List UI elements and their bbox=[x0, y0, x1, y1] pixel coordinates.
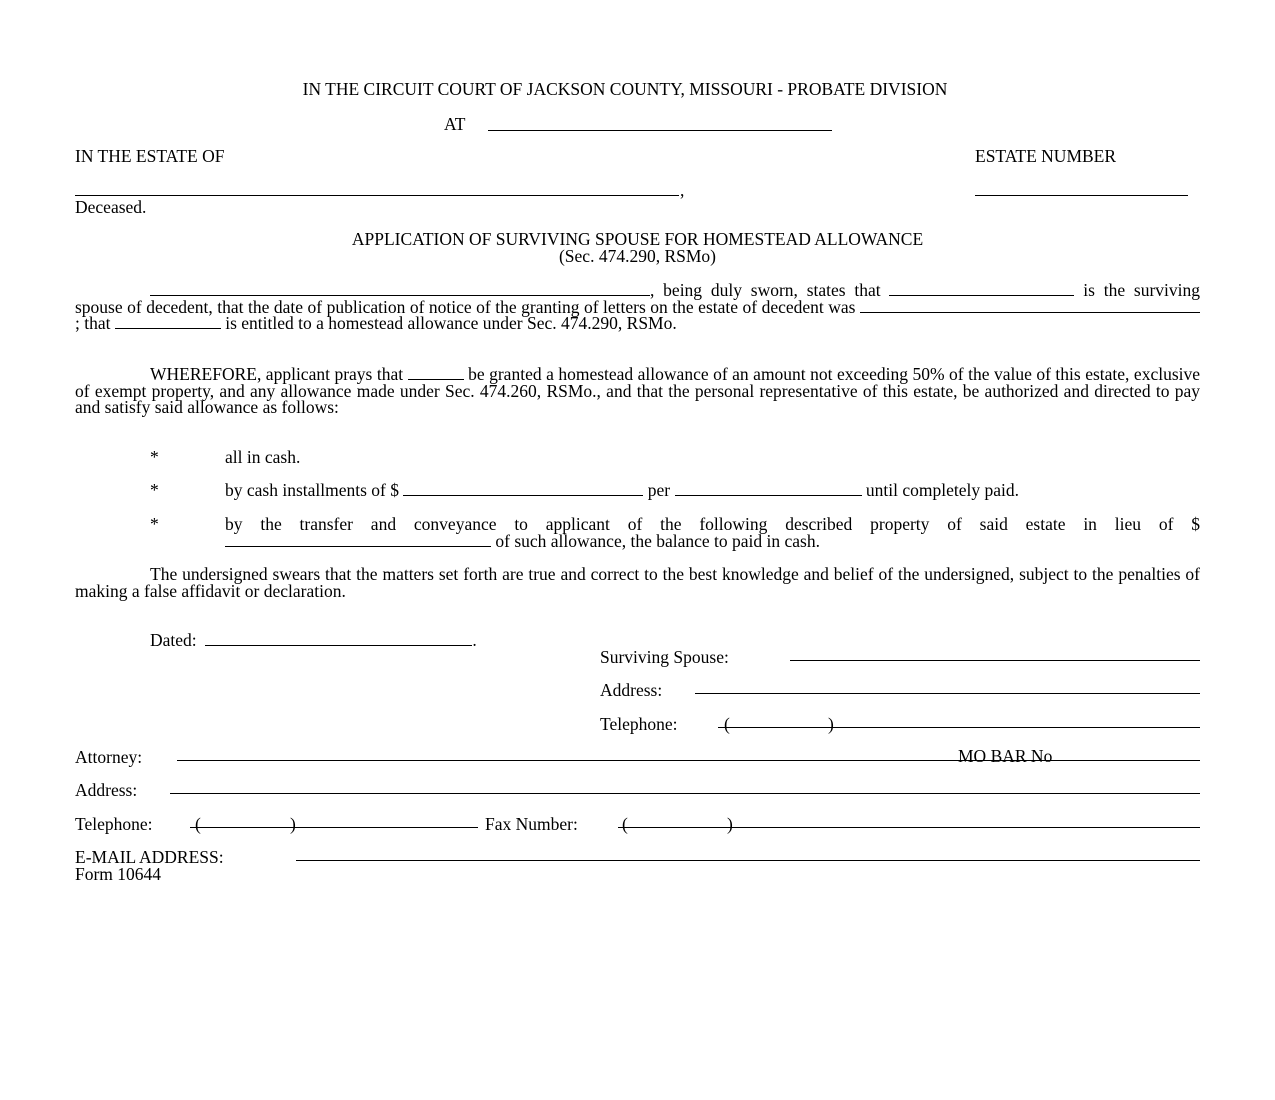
text: WHEREFORE, applicant prays that bbox=[150, 364, 404, 384]
estate-of-label: IN THE ESTATE OF bbox=[75, 146, 225, 166]
fax-label: Fax Number: bbox=[485, 814, 578, 834]
comma: , bbox=[680, 180, 685, 200]
decedent-name-field[interactable] bbox=[75, 181, 679, 196]
spouse-address-label: Address: bbox=[600, 680, 663, 700]
text: of such allowance, the balance to paid in cash. bbox=[495, 530, 820, 551]
attorney-label: Attorney: bbox=[75, 747, 143, 767]
text: ; that bbox=[75, 313, 111, 333]
spouse-telephone-field[interactable] bbox=[718, 714, 1200, 728]
spouse-label: Surviving Spouse: bbox=[600, 647, 729, 667]
publication-date-field[interactable] bbox=[860, 299, 1200, 313]
dated-line bbox=[150, 632, 477, 649]
bullet: * bbox=[150, 480, 159, 500]
text: by the transfer and conveyance to applicant of the following described property of said estate in lieu of $ bbox=[225, 514, 1200, 534]
email-field[interactable] bbox=[296, 847, 1200, 861]
text: The undersigned swears that the matters set forth are true and correct to the best knowledge and belief of the undersigned, subject to the penalties of making a false affidavit or declaration. bbox=[75, 564, 1200, 601]
at-label: AT bbox=[444, 114, 466, 134]
wherefore-paragraph bbox=[75, 366, 1200, 416]
spouse-signature-field[interactable] bbox=[790, 647, 1200, 661]
attorney-address-field[interactable] bbox=[170, 780, 1200, 794]
bullet: * bbox=[150, 514, 159, 534]
email-label: E-MAIL ADDRESS: bbox=[75, 847, 224, 867]
text: ( bbox=[622, 814, 628, 834]
installment-amount-field[interactable] bbox=[403, 482, 643, 496]
fax-field[interactable] bbox=[618, 814, 1200, 828]
form-title: APPLICATION OF SURVIVING SPOUSE FOR HOMESTEAD ALLOWANCE bbox=[351, 229, 924, 249]
attorney-telephone-field[interactable] bbox=[190, 814, 478, 828]
option-transfer bbox=[225, 516, 1200, 549]
deceased-label: Deceased. bbox=[75, 197, 147, 217]
form-subtitle: (Sec. 474.290, RSMo) bbox=[558, 246, 716, 266]
text: until completely paid. bbox=[865, 480, 1019, 500]
bullet: * bbox=[150, 447, 159, 467]
spouse-name-field[interactable] bbox=[889, 282, 1074, 296]
text: is entitled to a homestead allowance under Sec. 474.290, RSMo. bbox=[225, 313, 677, 333]
attorney-address-label: Address: bbox=[75, 780, 138, 800]
text: ) bbox=[828, 714, 834, 734]
text: , being duly sworn, states that bbox=[650, 280, 881, 300]
text: . bbox=[472, 630, 477, 650]
form-number: Form 10644 bbox=[75, 864, 162, 884]
text: ( bbox=[724, 714, 730, 734]
attorney-telephone-label: Telephone: bbox=[75, 814, 153, 834]
text: by cash installments of $ bbox=[225, 480, 400, 500]
spouse-telephone-label: Telephone: bbox=[600, 714, 678, 734]
option-all-cash: all in cash. bbox=[225, 447, 301, 467]
dated-label: Dated: bbox=[150, 630, 197, 650]
text: ) bbox=[290, 814, 296, 834]
court-heading: IN THE CIRCUIT COURT OF JACKSON COUNTY, MISSOURI - PROBATE DIVISION bbox=[302, 79, 948, 99]
applicant-name-field[interactable] bbox=[150, 282, 650, 296]
pronoun-field[interactable] bbox=[408, 366, 464, 380]
dated-field[interactable] bbox=[205, 632, 472, 646]
spouse-address-field[interactable] bbox=[695, 680, 1200, 694]
text: per bbox=[647, 480, 671, 500]
estate-number-field[interactable] bbox=[975, 181, 1188, 196]
transfer-amount-field[interactable] bbox=[225, 533, 491, 547]
installment-period-field[interactable] bbox=[675, 482, 862, 496]
oath-paragraph bbox=[75, 566, 1200, 599]
entitled-person-field[interactable] bbox=[115, 315, 221, 329]
text: ) bbox=[727, 814, 733, 834]
text: be granted a homestead allowance of an amount not exceeding 50% of the value of this estate, exclusive of exempt property, and any allowance made under Sec. 474.260, RSMo., and that the personal representative of this estate, be authorized and directed to pay and satisfy said allowance as follows: bbox=[75, 364, 1201, 417]
option-installments bbox=[225, 482, 1019, 499]
mo-bar-label: MO BAR No bbox=[958, 746, 1053, 766]
application-paragraph bbox=[75, 282, 1200, 332]
text: ( bbox=[195, 814, 201, 834]
text: is the surviving spouse of decedent, that the date of publication of notice of the granting of letters on the estate of decedent was bbox=[75, 280, 1201, 317]
estate-number-label: ESTATE NUMBER bbox=[975, 146, 1117, 166]
court-location-field[interactable] bbox=[488, 116, 832, 131]
